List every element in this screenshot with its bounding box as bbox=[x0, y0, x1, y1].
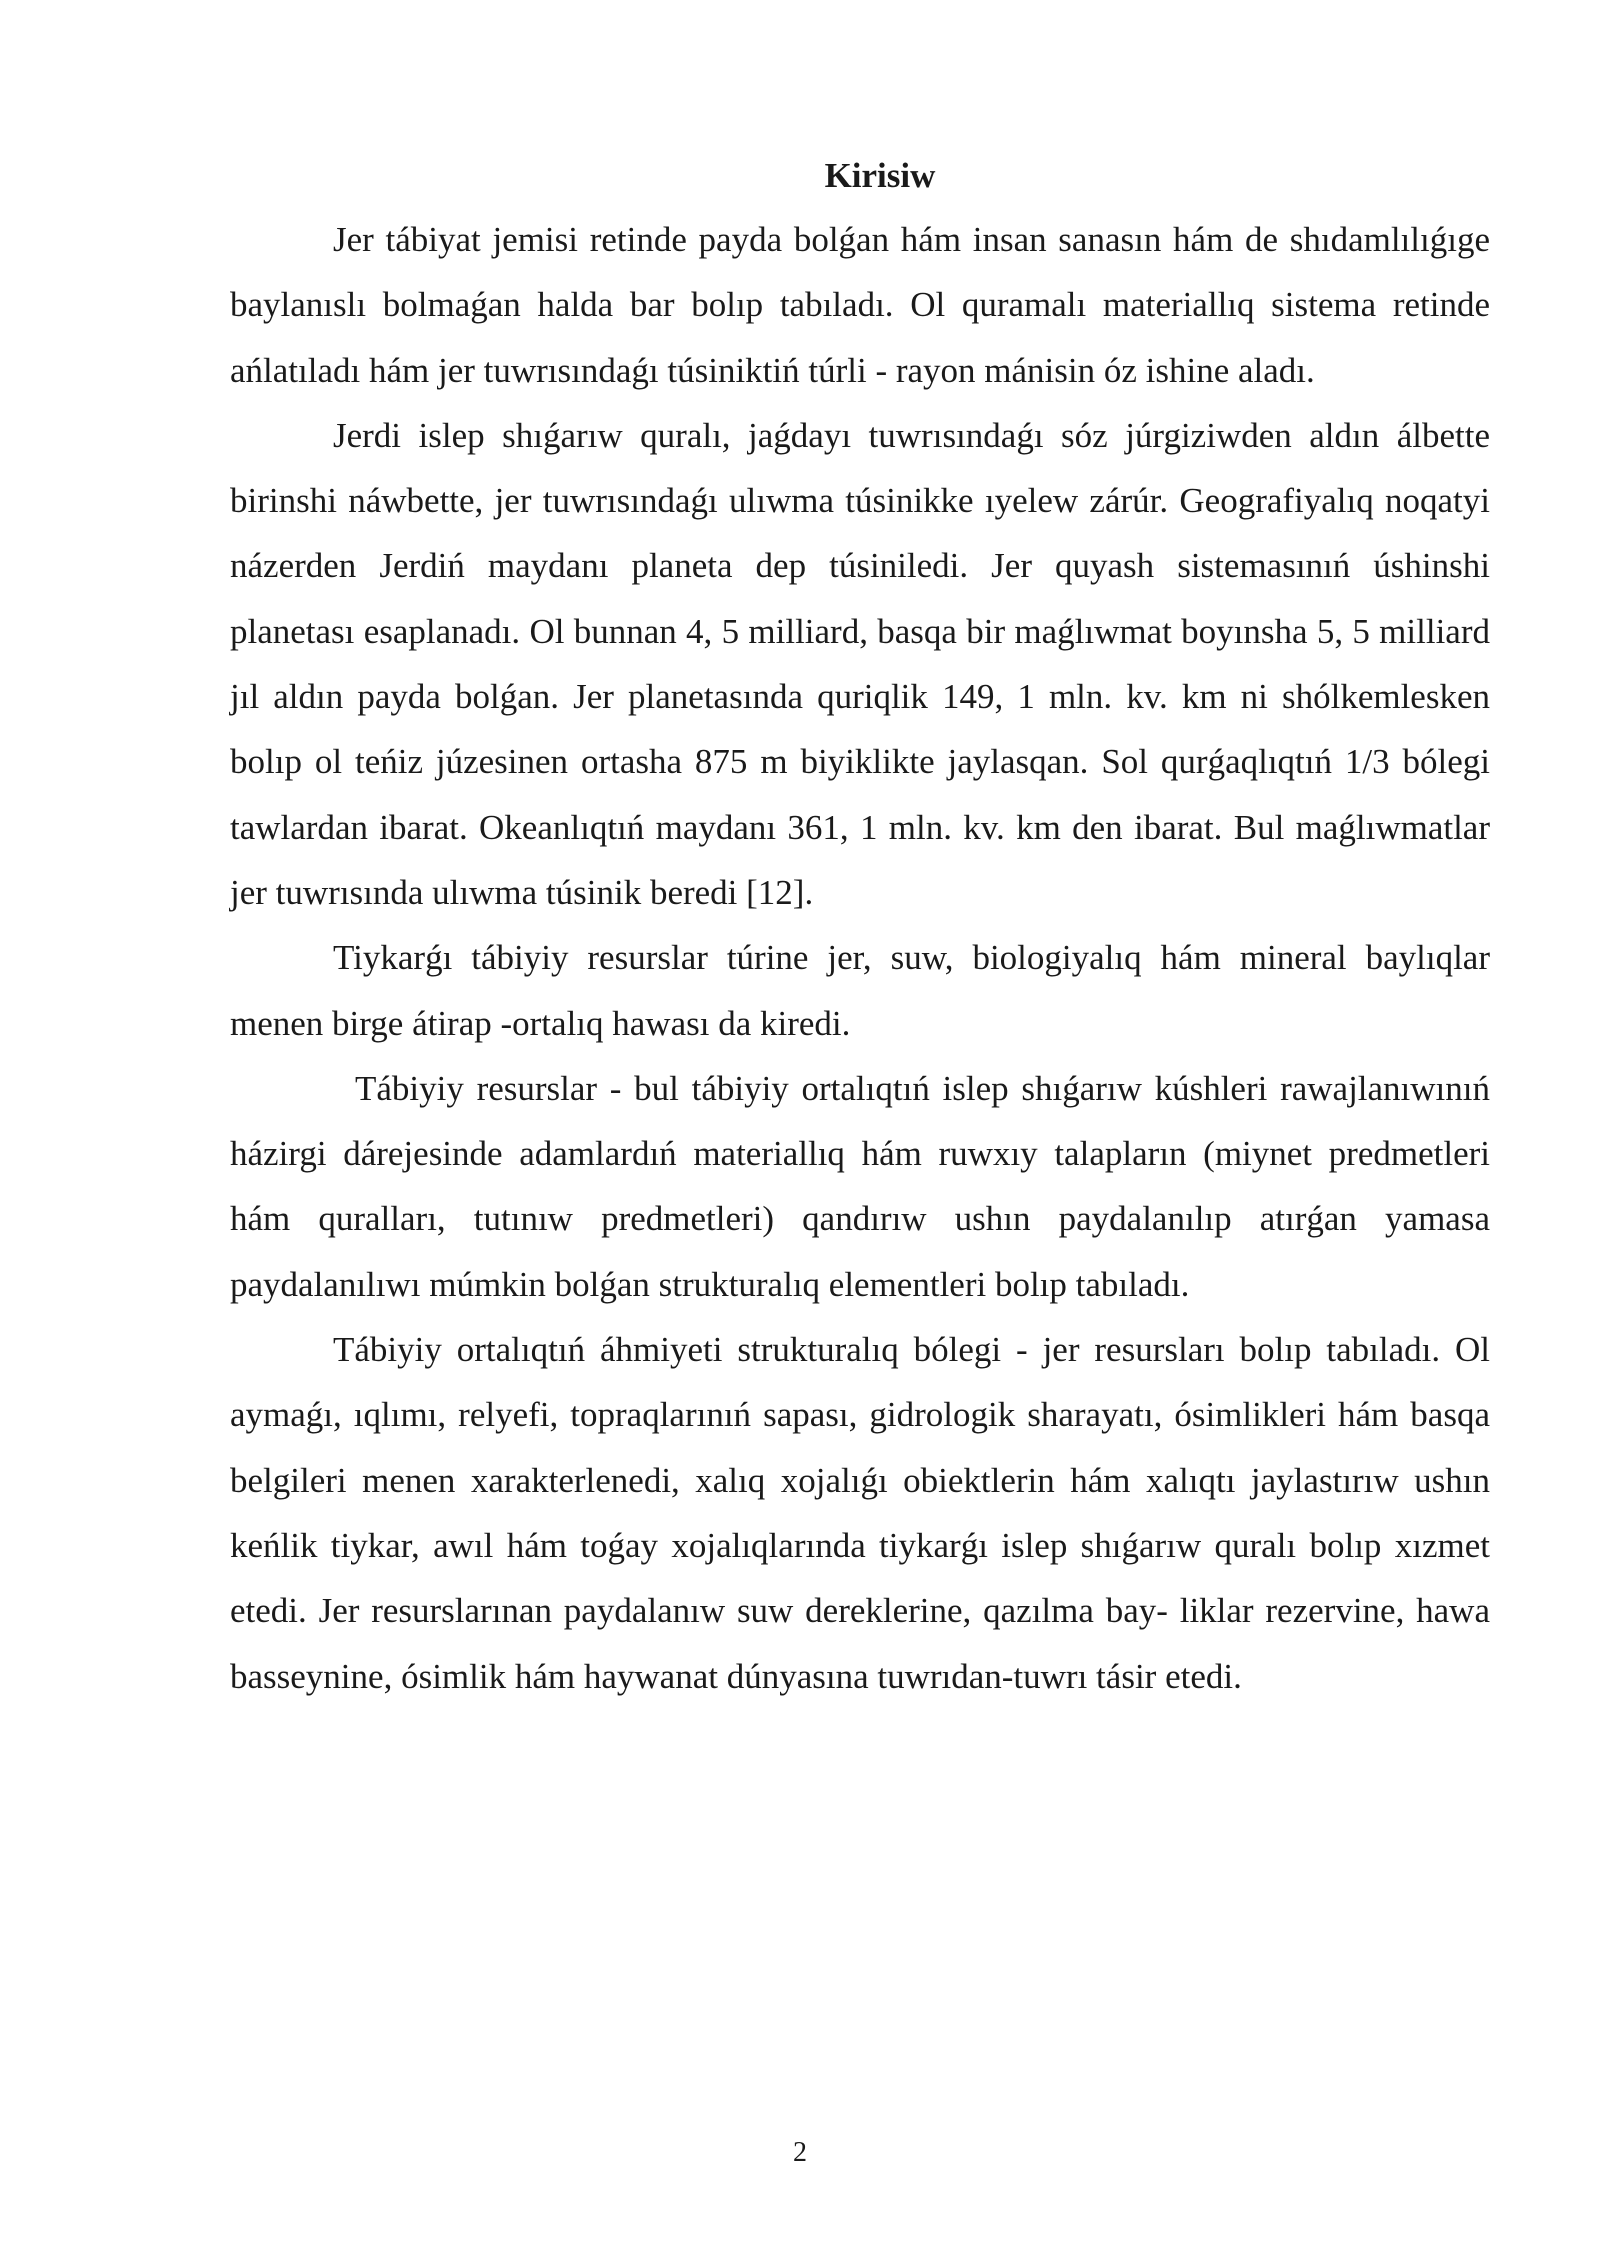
paragraph-4: Tábiyiy resurslar - bul tábiyiy ortalıqtıń islep shıǵarıw kúshleri rawajlanıwınıń házirgi dárejesinde adamlardıń materiallıq hám ruwxıy talapların (miynet predmetleri hám quralları, tutınıw predmetleri) qandırıw ushın paydalanılıp atırǵan yamasa paydalanılıwı múmkin bolǵan strukturalıq elementleri bolıp tabıladı. bbox=[230, 1068, 1490, 1304]
paragraph-5: Tábiyiy ortalıqtıń áhmiyeti strukturalıq bólegi - jer resursları bolıp tabıladı. Ol aymaǵı, ıqlımı, relyefi, topraqlarınıń sapası, gidrologik sharayatı, ósimlikleri hám basqa belgileri menen xarakterlenedi, xalıq xojalıǵı obiektlerin hám xalıqtı jaylastırıw ushın keńlik tiykar, awıl hám toǵay xojalıqlarında tiykarǵı islep shıǵarıw quralı bolıp xızmet etedi. Jer resurslarınan paydalanıw suw dereklerine, qazılma bay- liklar rezervine, hawa basseynine, ósimlik hám haywanat dúnyasına tuwrıdan-tuwrı tásir etedi. bbox=[230, 1330, 1490, 1696]
page-number: 2 bbox=[793, 2137, 807, 2168]
paragraph-3: Tiykarǵı tábiyiy resurslar túrine jer, suw, biologiyalıq hám mineral baylıqlar menen birge átirap -ortalıq hawası da kiredi. bbox=[230, 938, 1490, 1043]
paragraph-1: Jer tábiyat jemisi retinde payda bolǵan hám insan sanasın hám de shıdamlılıǵıge baylanıslı bolmaǵan halda bar bolıp tabıladı. Ol quramalı materiallıq sistema retinde ańlatıladı hám jer tuwrısındaǵı túsiniktiń túrli - rayon mánisin óz ishine aladı. bbox=[230, 220, 1490, 390]
paragraph-2: Jerdi islep shıǵarıw quralı, jaǵdayı tuwrısındaǵı sóz júrgiziwden aldın álbette birinshi náwbette, jer tuwrısındaǵı ulıwma túsinikke ıyelew zárúr. Geografiyalıq noqatyi názerden Jerdiń maydanı planeta dep túsiniledi. Jer quyash sistemasınıń úshinshi planetası esaplanadı. Ol bunnan 4, 5 milliard, basqa bir maǵlıwmat boyınsha 5, 5 milliard jıl aldın payda bolǵan. Jer planetasında quriqlik 149, 1 mln. kv. km ni shólkemlesken bolıp ol teńiz júzesinen ortasha 875 m biyiklikte jaylasqan. Sol qurǵaqlıqtıń 1/3 bólegi tawlardan ibarat. Okeanlıqtıń maydanı 361, 1 mln. kv. km den ibarat. Bul maǵlıwmatlar jer tuwrısında ulıwma túsinik beredi [12]. bbox=[230, 415, 1490, 912]
document-title: Kirisiw bbox=[824, 156, 936, 195]
document-page bbox=[230, 148, 1490, 1709]
